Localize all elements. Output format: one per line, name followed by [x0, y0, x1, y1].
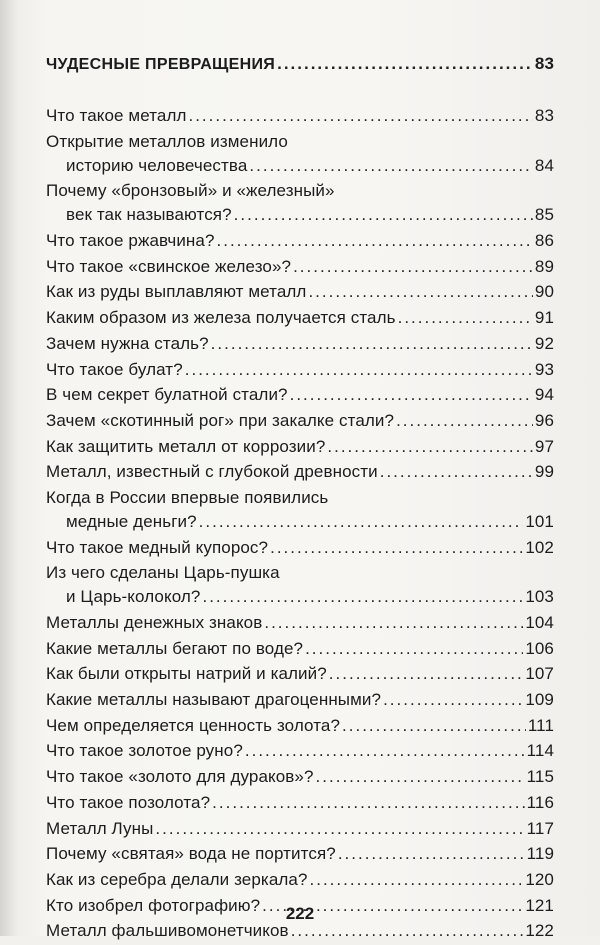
entry-title-continued: и Царь-колокол?	[66, 587, 201, 607]
entry-title: Почему «бронзовый» и «железный»	[46, 181, 335, 201]
dot-leader	[308, 280, 532, 304]
toc-entry	[46, 817, 554, 841]
entry-page: 86	[534, 231, 554, 251]
toc-entry	[46, 255, 554, 279]
entry-title: Металлы денежных знаков	[46, 613, 263, 632]
dot-leader	[342, 714, 526, 738]
entry-page: 94	[534, 385, 554, 405]
entry-title: В чем секрет булатной стали?	[46, 385, 288, 405]
toc-entry	[46, 358, 554, 382]
toc-entry	[46, 306, 554, 330]
toc-entry	[46, 842, 554, 866]
entry-title: Кто изобрел фотографию?	[46, 895, 261, 915]
entry-title: Когда в России впервые появились	[46, 487, 329, 507]
entry-page: 99	[534, 462, 554, 482]
toc-entry	[46, 868, 554, 892]
entry-title: Как были открыты натрий и калий?	[46, 664, 327, 684]
dot-leader	[234, 203, 533, 227]
entry-title: Что такое медный купорос?	[46, 537, 269, 557]
dot-leader	[217, 229, 533, 253]
entry-page: 91	[534, 308, 554, 328]
entry-page: 102	[525, 537, 554, 557]
entry-page: 101	[525, 511, 554, 531]
entry-title: Что такое позолота?	[46, 792, 211, 812]
toc-entry	[46, 536, 554, 560]
entry-page: 106	[525, 638, 554, 658]
dot-leader	[310, 868, 524, 892]
toc-entry	[46, 179, 554, 227]
toc-entry	[46, 688, 554, 712]
toc-entry	[46, 435, 554, 459]
entry-page: 97	[534, 436, 554, 456]
toc-entry	[46, 383, 554, 407]
dot-leader	[211, 332, 533, 356]
entry-title-continued: век так называются?	[66, 205, 232, 225]
dot-leader	[199, 510, 524, 534]
entry-page: 90	[534, 282, 554, 302]
dot-leader	[277, 52, 533, 76]
dot-leader	[380, 460, 533, 484]
entry-title: Какие металлы бегают по воде?	[46, 638, 304, 658]
toc-entry	[46, 739, 554, 763]
dot-leader	[245, 739, 525, 763]
dot-leader	[293, 255, 533, 279]
entry-page: 114	[526, 741, 554, 761]
entry-title: Что такое «свинское железо»?	[46, 256, 292, 276]
entry-page: 117	[526, 818, 554, 838]
dot-leader	[155, 817, 524, 841]
toc-entry	[46, 280, 554, 304]
entry-title: Металл фальшивомонетчиков	[46, 921, 289, 941]
table-of-contents	[46, 52, 554, 945]
entry-title-continued: медные деньги?	[66, 511, 197, 531]
dot-leader	[188, 104, 532, 128]
dot-leader	[290, 383, 533, 407]
dot-leader	[264, 611, 523, 635]
toc-entry	[46, 791, 554, 815]
entry-page: 109	[525, 690, 554, 710]
entry-page: 104	[525, 613, 554, 632]
entry-page: 111	[527, 715, 554, 735]
toc-entry	[46, 409, 554, 433]
toc-entry	[46, 714, 554, 738]
entry-page: 93	[534, 359, 554, 379]
entry-page: 96	[534, 410, 554, 430]
dot-leader	[329, 662, 524, 686]
entry-title: Металл, известный с глубокой древности	[46, 462, 378, 482]
toc-entry	[46, 104, 554, 128]
dot-leader	[383, 688, 523, 712]
entry-page: 122	[525, 921, 554, 941]
dot-leader	[270, 536, 523, 560]
spine-shadow	[0, 0, 18, 936]
entry-page: 89	[534, 256, 554, 276]
section-title: ЧУДЕСНЫЕ ПРЕВРАЩЕНИЯ	[46, 56, 276, 73]
entry-page: 120	[525, 869, 554, 889]
dot-leader	[305, 637, 523, 661]
entry-title: Что такое золотое руно?	[46, 741, 243, 761]
dot-leader	[212, 791, 524, 815]
toc-entry	[46, 486, 554, 534]
entry-title: Почему «святая» вода не портится?	[46, 844, 336, 864]
entry-page: 83	[534, 106, 554, 125]
entry-title: Какие металлы называют драгоценными?	[46, 690, 382, 710]
entry-page: 119	[526, 844, 554, 864]
toc-entry	[46, 561, 554, 609]
dot-leader	[249, 154, 532, 178]
entry-title: Каким образом из железа получается сталь	[46, 308, 396, 328]
entry-title: Открытие металлов изменило	[46, 131, 288, 151]
entry-page: 103	[525, 587, 554, 607]
entry-title: Как из серебра делали зеркала?	[46, 869, 308, 889]
entry-title: Чем определяется ценность золота?	[46, 715, 341, 735]
dot-leader	[398, 306, 533, 330]
dot-leader	[185, 358, 533, 382]
entry-title: Как из руды выплавляют металл	[46, 282, 307, 302]
entry-title: Что такое «золото для дураков»?	[46, 767, 314, 787]
entry-page: 121	[525, 895, 554, 915]
toc-entry	[46, 662, 554, 686]
entry-title: Зачем «скотинный рог» при закалке стали?	[46, 410, 395, 430]
toc-entry	[46, 130, 554, 178]
entry-title: Что такое ржавчина?	[46, 231, 215, 251]
dot-leader	[327, 435, 533, 459]
toc-entry	[46, 332, 554, 356]
entry-title: Из чего сделаны Царь-пушка	[46, 563, 280, 583]
section-heading	[46, 52, 554, 76]
entry-title: Что такое металл	[46, 106, 187, 125]
entry-page: 92	[534, 333, 554, 353]
toc-entry	[46, 460, 554, 484]
entry-title: Металл Луны	[46, 818, 154, 838]
toc-entry	[46, 229, 554, 253]
dot-leader	[338, 842, 525, 866]
section-page: 83	[534, 54, 554, 73]
toc-entry	[46, 765, 554, 789]
entry-title-continued: историю человечества	[66, 155, 248, 175]
entry-title: Зачем нужна сталь?	[46, 333, 209, 353]
dot-leader	[396, 409, 533, 433]
entry-page: 107	[525, 664, 554, 684]
entry-title: Что такое булат?	[46, 359, 183, 379]
entry-page: 84	[534, 155, 554, 175]
dot-leader	[202, 585, 523, 609]
page-number: 222	[285, 904, 315, 923]
entry-page: 85	[534, 205, 554, 225]
dot-leader	[316, 765, 525, 789]
toc-entry	[46, 637, 554, 661]
entry-page: 115	[526, 767, 554, 787]
entry-title: Как защитить металл от коррозии?	[46, 436, 326, 456]
entry-page: 116	[526, 792, 554, 812]
toc-entry	[46, 611, 554, 635]
